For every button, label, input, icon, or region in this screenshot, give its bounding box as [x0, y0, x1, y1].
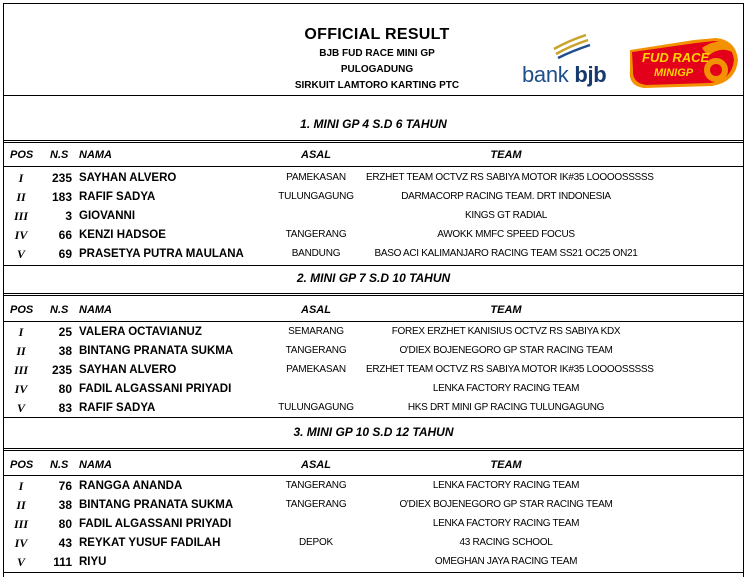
col-pos: POS: [10, 149, 34, 161]
row-pos: I: [18, 479, 24, 493]
bank-swoosh-icon: [552, 32, 592, 60]
row-team: LENKA FACTORY RACING TEAM: [432, 518, 580, 529]
divider: [4, 265, 743, 266]
col-team: TEAM: [490, 304, 522, 316]
event-name: BJB FUD RACE MINI GP: [319, 48, 435, 59]
row-team: FOREX ERZHET KANISIUS OCTVZ RS SABIYA KDX: [391, 326, 621, 337]
row-pos: III: [13, 517, 28, 531]
row-pos: V: [16, 555, 25, 569]
row-asal: TULUNGAGUNG: [278, 402, 354, 413]
table-row: [4, 477, 743, 495]
row-nama: FADIL ALGASSANI PRIYADI: [79, 518, 232, 530]
row-pos: II: [16, 344, 26, 358]
row-nama: GIOVANNI: [79, 210, 136, 222]
row-nama: BINTANG PRANATA SUKMA: [79, 345, 234, 357]
col-nama: NAMA: [79, 459, 112, 471]
table-row: [4, 553, 743, 571]
table-row: [4, 496, 743, 514]
row-team: DARMACORP RACING TEAM. DRT INDONESIA: [401, 191, 611, 202]
row-team: OMEGHAN JAYA RACING TEAM: [434, 556, 578, 567]
section-title: 2. MINI GP 7 S.D 10 TAHUN: [296, 271, 451, 285]
table-row: [4, 515, 743, 533]
row-pos: IV: [14, 536, 28, 550]
row-ns: 38: [58, 344, 72, 358]
event-location: PULOGADUNG: [340, 64, 414, 75]
row-team: BASO ACI KALIMANJARO RACING TEAM SS21 OC25 ON21: [374, 248, 638, 259]
race-logo-line2: MINIGP: [654, 67, 694, 79]
col-team: TEAM: [490, 149, 522, 161]
col-ns: N.S: [50, 149, 69, 161]
divider: [4, 572, 743, 573]
row-ns: 25: [58, 325, 72, 339]
table-row: [4, 188, 743, 206]
row-nama: PRASETYA PUTRA MAULANA: [79, 248, 244, 260]
row-nama: RAFIF SADYA: [79, 402, 156, 414]
row-ns: 3: [65, 209, 72, 223]
row-nama: RIYU: [79, 556, 107, 568]
row-asal: DEPOK: [298, 537, 333, 548]
row-ns: 80: [58, 382, 72, 396]
section-title: 3. MINI GP 10 S.D 12 TAHUN: [293, 425, 454, 439]
race-logo-line1: FUD RACE: [642, 50, 710, 65]
row-team: LENKA FACTORY RACING TEAM: [432, 383, 580, 394]
col-team: TEAM: [490, 459, 522, 471]
divider: [4, 321, 743, 322]
row-asal: TANGERANG: [285, 229, 347, 240]
row-nama: SAYHAN ALVERO: [79, 172, 177, 184]
table-row: [4, 361, 743, 379]
row-nama: SAYHAN ALVERO: [79, 364, 177, 376]
bank-logo-text: [522, 62, 606, 88]
row-pos: IV: [14, 228, 28, 242]
row-pos: II: [16, 498, 26, 512]
row-asal: TANGERANG: [285, 480, 347, 491]
race-logo-graphic: [624, 30, 742, 92]
row-ns: 66: [58, 228, 72, 242]
bjb-logo-word: bjb: [574, 62, 607, 87]
result-sheet: [3, 3, 744, 577]
table-row: [4, 534, 743, 552]
row-pos: V: [16, 401, 25, 415]
row-team: LENKA FACTORY RACING TEAM: [432, 480, 580, 491]
event-circuit: SIRKUIT LAMTORO KARTING PTC: [294, 80, 460, 91]
row-pos: I: [18, 171, 24, 185]
table-header: [4, 146, 743, 164]
row-team: O'DIEX BOJENEGORO GP STAR RACING TEAM: [399, 499, 613, 510]
row-pos: III: [13, 363, 28, 377]
row-pos: II: [16, 190, 26, 204]
table-row: [4, 245, 743, 263]
row-asal: PAMEKASAN: [286, 172, 346, 183]
row-asal: SEMARANG: [288, 326, 344, 337]
row-nama: RAFIF SADYA: [79, 191, 156, 203]
table-row: [4, 399, 743, 417]
row-nama: VALERA OCTAVIANUZ: [79, 326, 202, 338]
row-team: ERZHET TEAM OCTVZ RS SABIYA MOTOR IK#35 LOOOOSSSSS: [366, 364, 654, 375]
table-row: [4, 226, 743, 244]
row-ns: 38: [58, 498, 72, 512]
table-header: [4, 301, 743, 319]
row-pos: IV: [14, 382, 28, 396]
divider: [4, 475, 743, 476]
bank-logo-word: bank: [522, 62, 575, 87]
col-asal: ASAL: [301, 459, 331, 471]
col-nama: NAMA: [79, 304, 112, 316]
row-ns: 43: [58, 536, 72, 550]
col-nama: NAMA: [79, 149, 112, 161]
bank-bjb-logo: [522, 32, 622, 92]
row-asal: TULUNGAGUNG: [278, 191, 354, 202]
row-asal: BANDUNG: [291, 248, 341, 259]
row-nama: KENZI HADSOE: [79, 229, 166, 241]
row-team: HKS DRT MINI GP RACING TULUNGAGUNG: [407, 402, 605, 413]
row-nama: RANGGA ANANDA: [79, 480, 183, 492]
row-asal: PAMEKASAN: [286, 364, 346, 375]
col-pos: POS: [10, 304, 34, 316]
row-pos: III: [13, 209, 28, 223]
col-ns: N.S: [50, 304, 69, 316]
row-ns: 80: [58, 517, 72, 531]
row-team: ERZHET TEAM OCTVZ RS SABIYA MOTOR IK#35 LOOOOSSSSS: [366, 172, 654, 183]
row-team: KINGS GT RADIAL: [464, 210, 547, 221]
row-ns: 111: [53, 555, 72, 569]
divider: [4, 417, 743, 418]
col-asal: ASAL: [301, 304, 331, 316]
divider: [4, 166, 743, 167]
row-ns: 76: [58, 479, 72, 493]
row-nama: FADIL ALGASSANI PRIYADI: [79, 383, 232, 395]
table-row: [4, 323, 743, 341]
row-team: O'DIEX BOJENEGORO GP STAR RACING TEAM: [399, 345, 613, 356]
page-title: OFFICIAL RESULT: [304, 26, 450, 43]
row-team: 43 RACING SCHOOL: [459, 537, 553, 548]
row-asal: TANGERANG: [285, 499, 347, 510]
table-row: [4, 380, 743, 398]
col-ns: N.S: [50, 459, 69, 471]
table-row: [4, 342, 743, 360]
table-row: [4, 207, 743, 225]
row-ns: 183: [51, 190, 72, 204]
divider: [4, 140, 743, 143]
divider: [4, 293, 743, 296]
row-asal: TANGERANG: [285, 345, 347, 356]
row-nama: BINTANG PRANATA SUKMA: [79, 499, 234, 511]
row-nama: REYKAT YUSUF FADILAH: [79, 537, 221, 549]
col-pos: POS: [10, 459, 34, 471]
row-team: AWOKK MMFC SPEED FOCUS: [437, 229, 575, 240]
row-ns: 235: [51, 363, 72, 377]
divider: [4, 448, 743, 451]
table-row: [4, 169, 743, 187]
row-ns: 69: [58, 247, 72, 261]
row-pos: I: [18, 325, 24, 339]
row-pos: V: [16, 247, 25, 261]
header: [4, 4, 743, 96]
section-title: 1. MINI GP 4 S.D 6 TAHUN: [300, 117, 447, 131]
col-asal: ASAL: [301, 149, 331, 161]
table-header: [4, 456, 743, 474]
fud-race-minigp-logo: [624, 30, 742, 92]
row-ns: 83: [58, 401, 72, 415]
row-ns: 235: [51, 171, 72, 185]
